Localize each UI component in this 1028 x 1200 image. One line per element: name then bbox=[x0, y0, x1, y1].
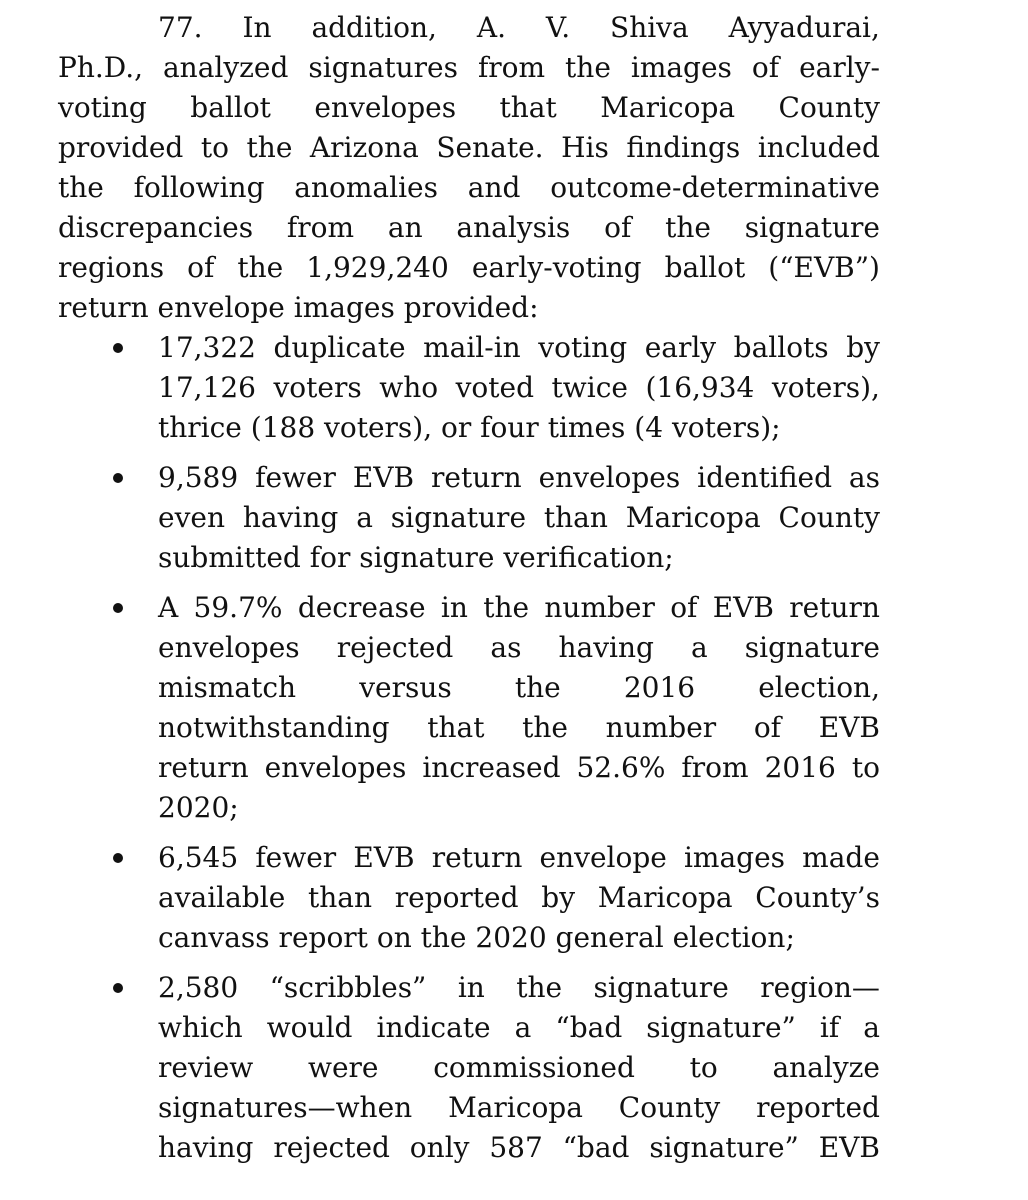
word: His bbox=[561, 131, 609, 164]
bullet-line bbox=[158, 1008, 880, 1048]
word: voting bbox=[58, 91, 147, 124]
bullet-line bbox=[158, 1088, 880, 1128]
word: that bbox=[499, 91, 557, 124]
paragraph-line bbox=[58, 288, 880, 328]
word: mail-in bbox=[423, 331, 521, 364]
word: having bbox=[558, 631, 654, 664]
bullet-line bbox=[158, 878, 880, 918]
word: available bbox=[158, 881, 286, 914]
word: a bbox=[356, 501, 373, 534]
bullet-line bbox=[158, 788, 880, 828]
word: in bbox=[440, 591, 468, 624]
word: an bbox=[387, 211, 423, 244]
word: early- bbox=[799, 51, 880, 84]
paragraph-line bbox=[58, 168, 880, 208]
word: having bbox=[242, 501, 339, 534]
bullet-line bbox=[158, 588, 880, 628]
word: to bbox=[200, 131, 229, 164]
word: 2,580 bbox=[158, 971, 239, 1004]
word: return bbox=[431, 461, 522, 494]
word: following bbox=[133, 171, 265, 204]
word: to bbox=[851, 751, 880, 784]
word: Maricopa bbox=[448, 1091, 583, 1124]
word: images bbox=[630, 51, 732, 84]
bullet-line bbox=[158, 628, 880, 668]
word: findings bbox=[626, 131, 741, 164]
word: which bbox=[158, 1011, 243, 1044]
word: ballots bbox=[733, 331, 829, 364]
word: of bbox=[604, 211, 632, 244]
word: to bbox=[689, 1051, 718, 1084]
word: County bbox=[778, 501, 880, 534]
word: early-voting bbox=[471, 251, 642, 284]
word: ballot bbox=[664, 251, 746, 284]
word: In bbox=[242, 11, 272, 44]
word: return bbox=[789, 591, 880, 624]
word: commissioned bbox=[433, 1051, 635, 1084]
word: “bad bbox=[562, 1131, 630, 1164]
word: signature” bbox=[649, 1131, 799, 1164]
word: reported bbox=[394, 881, 519, 914]
word: EVB bbox=[352, 461, 415, 494]
word: 9,589 bbox=[158, 461, 239, 494]
word: 2020; bbox=[158, 791, 239, 824]
word: the bbox=[58, 171, 104, 204]
word: 587 bbox=[489, 1131, 543, 1164]
word: the bbox=[665, 211, 711, 244]
word: Ayyadurai, bbox=[728, 11, 880, 44]
word: Senate. bbox=[436, 131, 544, 164]
word: if bbox=[819, 1011, 840, 1044]
list-item bbox=[58, 458, 880, 578]
word: EVB bbox=[818, 711, 880, 744]
bullet-line bbox=[158, 748, 880, 788]
bullet-list bbox=[58, 328, 880, 1168]
word: images bbox=[683, 841, 786, 874]
word: than bbox=[307, 881, 372, 914]
word: signature bbox=[593, 971, 729, 1004]
word: identified bbox=[697, 461, 833, 494]
word: twice bbox=[551, 371, 628, 404]
paragraph-line bbox=[58, 8, 880, 48]
word: versus bbox=[359, 671, 452, 704]
word: by bbox=[541, 881, 576, 914]
bullet-icon bbox=[108, 588, 128, 628]
word: the bbox=[246, 131, 293, 164]
word: return bbox=[431, 841, 523, 874]
word: EVB bbox=[818, 1131, 880, 1164]
word: than bbox=[543, 501, 608, 534]
word: a bbox=[514, 1011, 532, 1044]
word: decrease bbox=[297, 591, 426, 624]
word: envelopes bbox=[158, 631, 300, 664]
bullet-line bbox=[158, 328, 880, 368]
word: of bbox=[753, 711, 782, 744]
word: and bbox=[467, 171, 521, 204]
word: V. bbox=[545, 11, 571, 44]
word: fewer bbox=[255, 461, 336, 494]
word: of bbox=[751, 51, 780, 84]
bullet-line bbox=[158, 838, 880, 878]
word: (16,934 bbox=[645, 371, 755, 404]
word: reported bbox=[756, 1091, 880, 1124]
word: even bbox=[158, 501, 225, 534]
bullet-icon bbox=[108, 838, 128, 878]
word: Maricopa bbox=[625, 501, 761, 534]
paragraph-number: 77. bbox=[158, 11, 203, 44]
word: outcome-determinative bbox=[550, 171, 880, 204]
word: return envelope images provided: bbox=[58, 291, 539, 324]
word: County bbox=[618, 1091, 721, 1124]
word: canvass report on the 2020 general election; bbox=[158, 921, 795, 954]
word: signatures—when bbox=[158, 1091, 413, 1124]
bullet-line bbox=[158, 368, 880, 408]
word: of bbox=[670, 591, 698, 624]
bullet-line bbox=[158, 1128, 880, 1168]
word: election, bbox=[758, 671, 880, 704]
word: 6,545 bbox=[158, 841, 239, 874]
word: signature bbox=[390, 501, 527, 534]
bullet-icon bbox=[108, 328, 128, 368]
word: from bbox=[681, 751, 749, 784]
word: were bbox=[307, 1051, 379, 1084]
word: analyze bbox=[772, 1051, 880, 1084]
word: County bbox=[778, 91, 880, 124]
list-item bbox=[58, 968, 880, 1168]
word: that bbox=[427, 711, 485, 744]
word: voted bbox=[455, 371, 535, 404]
bullet-icon bbox=[108, 458, 128, 498]
bullet-line bbox=[158, 408, 880, 448]
word: “scribbles” bbox=[269, 971, 427, 1004]
word: 2016 bbox=[623, 671, 696, 704]
bullet-line bbox=[158, 668, 880, 708]
word: 17,126 bbox=[158, 371, 256, 404]
paragraph-line bbox=[58, 128, 880, 168]
word: Shiva bbox=[610, 11, 689, 44]
bullet-line bbox=[158, 498, 880, 538]
word: 59.7% bbox=[193, 591, 283, 624]
word: from bbox=[286, 211, 355, 244]
word: of bbox=[187, 251, 215, 284]
word: (“EVB”) bbox=[768, 251, 880, 284]
word: ballot bbox=[190, 91, 271, 124]
word: notwithstanding bbox=[158, 711, 390, 744]
list-item bbox=[58, 328, 880, 448]
word: made bbox=[802, 841, 880, 874]
word: the bbox=[516, 971, 563, 1004]
word: voters), bbox=[771, 371, 880, 404]
word: signature” bbox=[646, 1011, 796, 1044]
word: A. bbox=[476, 11, 506, 44]
word: addition, bbox=[311, 11, 437, 44]
word: A bbox=[158, 591, 179, 624]
word: return bbox=[158, 751, 249, 784]
word: regions bbox=[58, 251, 165, 284]
word: signatures bbox=[308, 51, 458, 84]
word: in bbox=[457, 971, 485, 1004]
word: only bbox=[409, 1131, 470, 1164]
word: 2016 bbox=[764, 751, 836, 784]
word: Maricopa bbox=[597, 881, 733, 914]
word: region— bbox=[760, 971, 880, 1004]
bullet-line bbox=[158, 458, 880, 498]
word: the bbox=[565, 51, 611, 84]
word: envelopes bbox=[314, 91, 457, 124]
word: from bbox=[477, 51, 546, 84]
word: as bbox=[848, 461, 880, 494]
word: Maricopa bbox=[600, 91, 736, 124]
word: a bbox=[863, 1011, 880, 1044]
word: Arizona bbox=[309, 131, 419, 164]
word: number bbox=[544, 591, 655, 624]
word: Ph.D., bbox=[58, 51, 144, 84]
word: voting bbox=[538, 331, 628, 364]
word: the bbox=[483, 591, 530, 624]
word: signature bbox=[744, 211, 880, 244]
word: a bbox=[691, 631, 708, 664]
word: as bbox=[490, 631, 522, 664]
word: voters bbox=[273, 371, 362, 404]
word: envelope bbox=[539, 841, 667, 874]
word: analyzed bbox=[162, 51, 289, 84]
word: the bbox=[522, 711, 568, 744]
word: included bbox=[757, 131, 880, 164]
word: signature bbox=[744, 631, 880, 664]
word: mismatch bbox=[158, 671, 297, 704]
list-item bbox=[58, 838, 880, 958]
word: the bbox=[237, 251, 284, 284]
bullet-line bbox=[158, 708, 880, 748]
word: anomalies bbox=[294, 171, 438, 204]
word: would bbox=[266, 1011, 353, 1044]
bullet-line bbox=[158, 538, 880, 578]
paragraph-line bbox=[58, 88, 880, 128]
bullet-icon bbox=[108, 968, 128, 1008]
list-item bbox=[58, 588, 880, 828]
paragraph-77 bbox=[58, 8, 880, 328]
bullet-line bbox=[158, 1048, 880, 1088]
word: number bbox=[605, 711, 717, 744]
bullet-line bbox=[158, 968, 880, 1008]
word: 52.6% bbox=[576, 751, 666, 784]
paragraph-line bbox=[58, 48, 880, 88]
word: 1,929,240 bbox=[306, 251, 449, 284]
word: the bbox=[514, 671, 561, 704]
word: “bad bbox=[555, 1011, 623, 1044]
word: duplicate bbox=[273, 331, 406, 364]
word: rejected bbox=[336, 631, 454, 664]
word: envelopes bbox=[264, 751, 407, 784]
word: County’s bbox=[755, 881, 880, 914]
word: by bbox=[846, 331, 880, 364]
word: envelopes bbox=[538, 461, 681, 494]
word: submitted for signature verification; bbox=[158, 541, 674, 574]
bullet-line bbox=[158, 918, 880, 958]
word: 17,322 bbox=[158, 331, 256, 364]
word: EVB bbox=[353, 841, 415, 874]
word: analysis bbox=[456, 211, 571, 244]
paragraph-line bbox=[58, 248, 880, 288]
word: thrice (188 voters), or four times (4 voters); bbox=[158, 411, 781, 444]
word: increased bbox=[422, 751, 561, 784]
word: indicate bbox=[376, 1011, 491, 1044]
word: provided bbox=[58, 131, 184, 164]
word: fewer bbox=[255, 841, 337, 874]
word: discrepancies bbox=[58, 211, 254, 244]
paragraph-line bbox=[58, 208, 880, 248]
word: EVB bbox=[712, 591, 774, 624]
word: having bbox=[158, 1131, 254, 1164]
word: review bbox=[158, 1051, 254, 1084]
word: early bbox=[644, 331, 717, 364]
word: rejected bbox=[273, 1131, 390, 1164]
document-page bbox=[58, 8, 880, 1168]
word: who bbox=[379, 371, 439, 404]
